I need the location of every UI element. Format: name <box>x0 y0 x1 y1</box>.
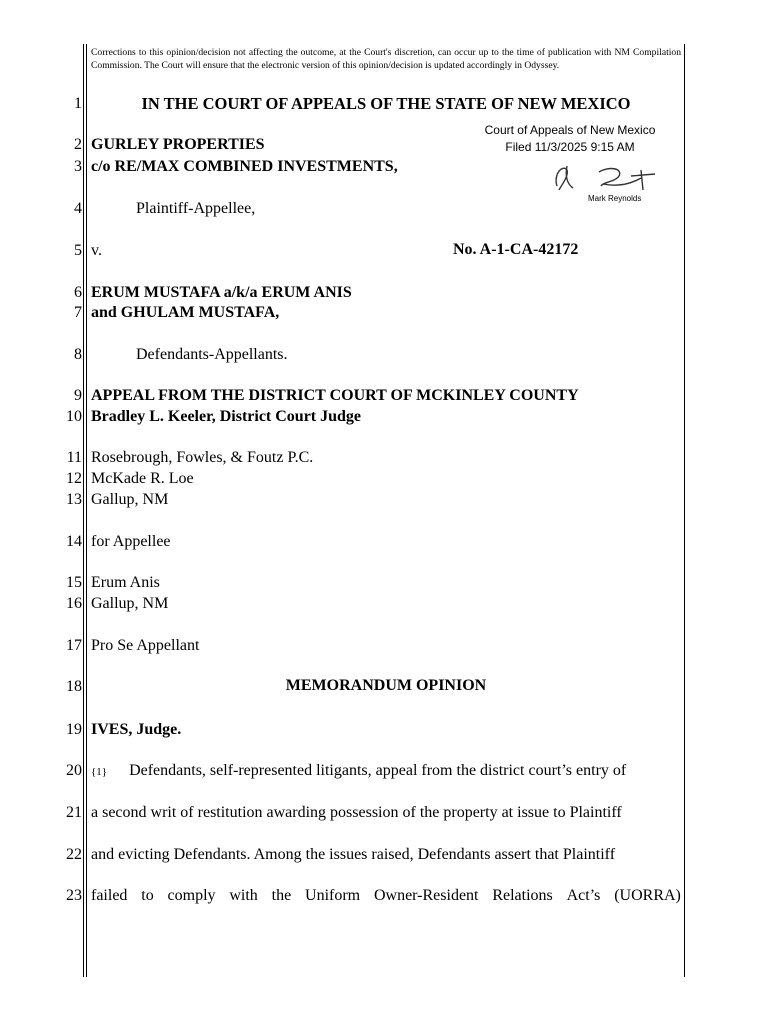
word: (UORRA) <box>614 887 681 904</box>
margin-rule-left-inner <box>86 44 87 977</box>
defendant-name-line2: and GHULAM MUSTAFA, <box>91 304 280 321</box>
paragraph-line: and evicting Defendants. Among the issues raised, Defendants assert that Plaintiff <box>91 846 616 863</box>
paragraph-line: a second writ of restitution awarding possession of the property at issue to Plaintiff <box>91 804 622 821</box>
word: comply <box>167 887 216 904</box>
line-number: 12 <box>66 470 82 487</box>
district-judge: Bradley L. Keeler, District Court Judge <box>91 408 362 425</box>
word: Uniform <box>305 887 361 904</box>
line-number: 19 <box>66 721 82 738</box>
filing-stamp-court: Court of Appeals of New Mexico <box>484 123 656 137</box>
appellee-firm: Rosebrough, Fowles, & Foutz P.C. <box>91 449 314 466</box>
memorandum-heading: MEMORANDUM OPINION <box>285 677 487 694</box>
paragraph-text: Defendants, self-represented litigants, appeal from the district court’s entry of <box>129 762 627 779</box>
margin-rule-right <box>684 44 685 977</box>
line-number: 6 <box>74 284 82 301</box>
defendant-name: ERUM MUSTAFA a/k/a ERUM ANIS <box>91 284 352 301</box>
line-number: 15 <box>66 574 82 591</box>
line-number: 11 <box>66 449 82 466</box>
paragraph-marker: {1} <box>91 766 108 778</box>
line-number: 5 <box>74 242 82 259</box>
line-number: 1 <box>74 95 82 112</box>
line-number: 23 <box>66 887 82 904</box>
versus: v. <box>91 242 102 259</box>
paragraph-line <box>91 886 681 906</box>
clerk-signature-icon <box>543 160 663 196</box>
word: with <box>229 887 258 904</box>
authoring-judge: IVES, Judge. <box>91 721 182 738</box>
word: Owner-Resident <box>373 887 479 904</box>
word: Relations <box>492 887 553 904</box>
word: Act’s <box>566 887 601 904</box>
line-number: 14 <box>66 533 82 550</box>
line-number: 4 <box>74 200 82 217</box>
appeal-heading: APPEAL FROM THE DISTRICT COURT OF MCKINLEY COUNTY <box>91 387 579 404</box>
filing-stamp-date: Filed 11/3/2025 9:15 AM <box>505 140 635 154</box>
appellant-city: Gallup, NM <box>91 595 169 612</box>
appellant-name: Erum Anis <box>91 574 160 591</box>
line-number: 2 <box>74 136 82 153</box>
clerk-name: Mark Reynolds <box>588 194 642 203</box>
line-number: 9 <box>74 387 82 404</box>
line-number: 7 <box>74 304 82 321</box>
line-number: 22 <box>66 846 82 863</box>
plaintiff-role: Plaintiff-Appellee, <box>136 200 256 217</box>
line-number: 17 <box>66 637 82 654</box>
line-number: 13 <box>66 491 82 508</box>
plaintiff-name-line2: c/o RE/MAX COMBINED INVESTMENTS, <box>91 158 398 175</box>
paragraph-line <box>91 761 681 782</box>
plaintiff-name: GURLEY PROPERTIES <box>91 136 265 153</box>
appellee-city: Gallup, NM <box>91 491 169 508</box>
line-number: 20 <box>66 762 82 779</box>
line-number: 3 <box>74 158 82 175</box>
line-number: 21 <box>66 804 82 821</box>
case-number: No. A-1-CA-42172 <box>453 241 579 258</box>
corrections-notice: Corrections to this opinion/decision not affecting the outcome, at the Court's discretion, can occur up to the time of publication with NM Compilation Commission. The Court will ensure that the electronic version of this opinion/decision is updated accordingly in Odyssey. <box>91 47 681 71</box>
appellant-designation: Pro Se Appellant <box>91 637 200 654</box>
defendant-role: Defendants-Appellants. <box>136 346 288 363</box>
margin-rule-left <box>83 44 84 977</box>
filing-stamp <box>470 122 670 156</box>
line-number: 16 <box>66 595 82 612</box>
word: to <box>141 887 154 904</box>
word: the <box>271 887 292 904</box>
line-number: 18 <box>66 678 82 695</box>
court-title: IN THE COURT OF APPEALS OF THE STATE OF NEW MEXICO <box>141 94 631 113</box>
line-number: 10 <box>66 408 82 425</box>
appellee-designation: for Appellee <box>91 533 171 550</box>
appellee-attorney: McKade R. Loe <box>91 470 194 487</box>
word: failed <box>91 887 128 904</box>
line-number: 8 <box>74 346 82 363</box>
